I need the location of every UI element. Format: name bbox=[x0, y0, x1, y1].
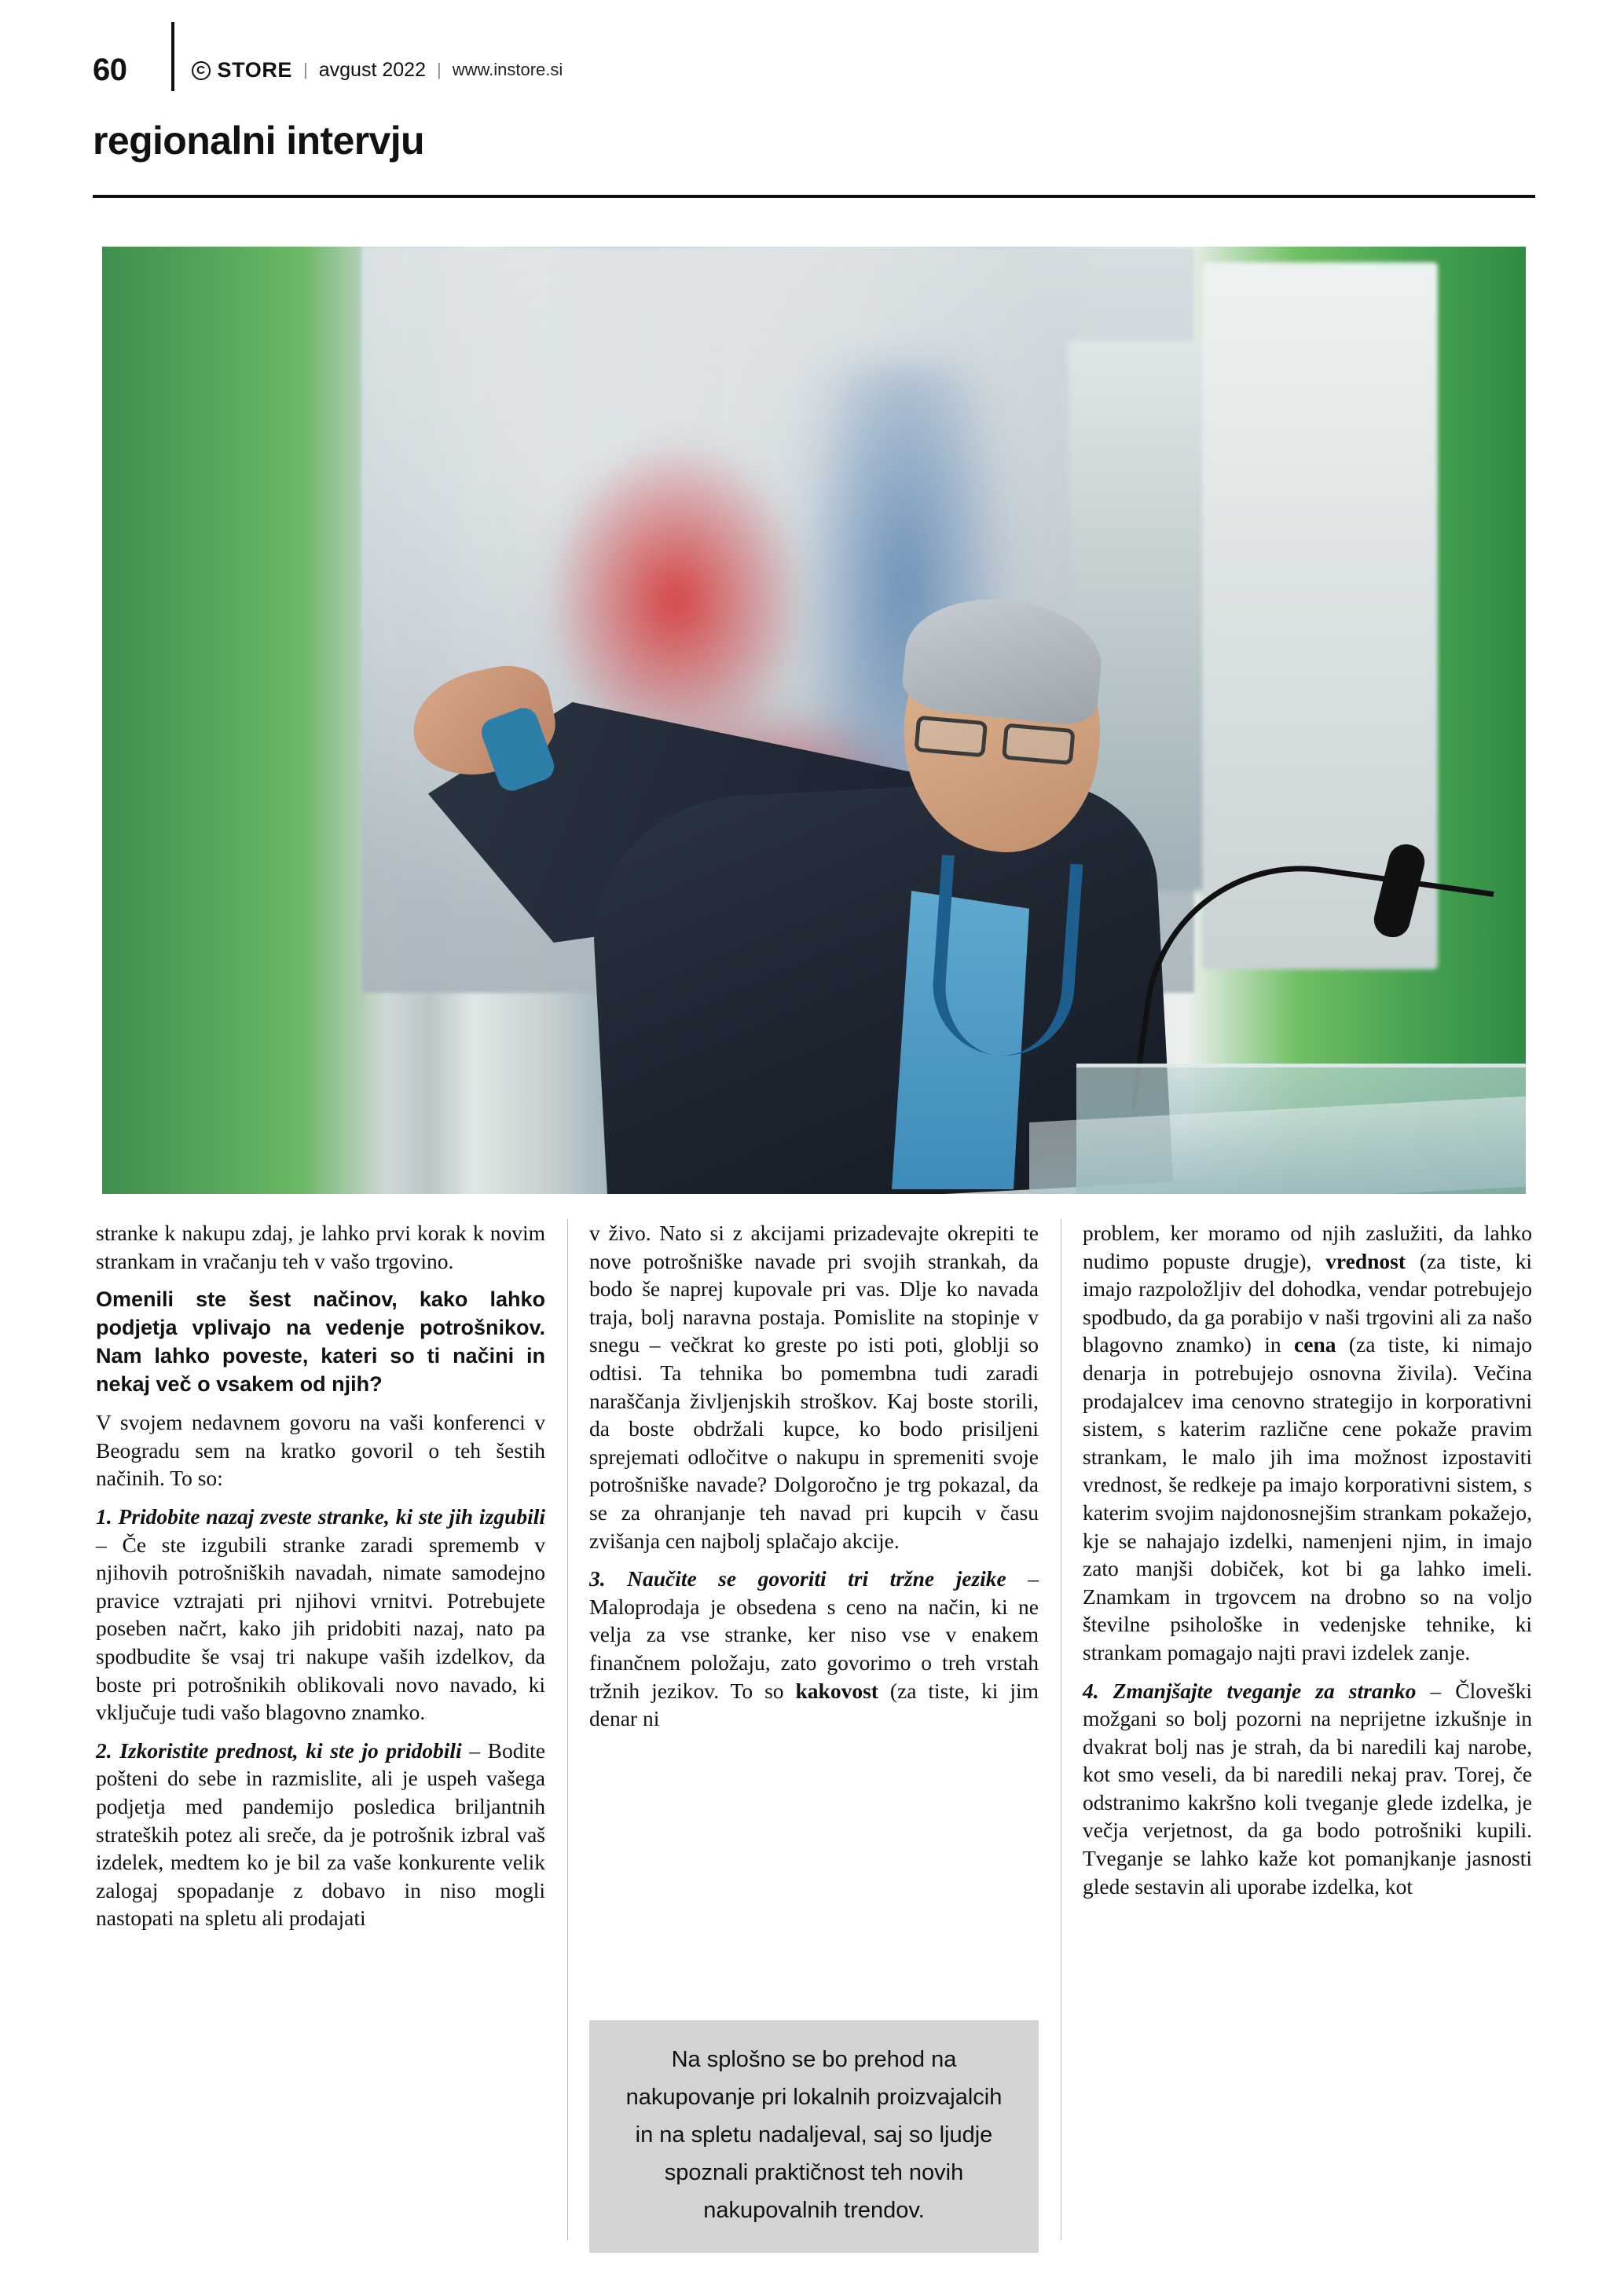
term-cena: cena bbox=[1294, 1332, 1336, 1357]
paragraph bbox=[1083, 1219, 1532, 1667]
numbered-point-3-text-after: (za tiste, ki jim denar ni bbox=[589, 1678, 1039, 1731]
article-body bbox=[96, 1219, 1532, 2240]
folio-row bbox=[93, 49, 563, 91]
numbered-point-3-text: – Maloprodaja je obsedena s ceno na način, ki ne velja za vse stranke, ker niso vse v enakem finančnem položaju, zato govorimo o treh vrstah tržnih jezikov. To so bbox=[589, 1566, 1039, 1703]
numbered-point-2-text: – Bodite pošteni do sebe in razmislite, ali je uspeh vašega podjetja med pandemijo posledica briljantnih strateških potez ali sreče, da je potrošnik izbral vaš izdelek, medtem ko je bil za vaše konkurente velik zalogaj spopadanje z dobavo in niso mogli nastopati na spletu ali prodajati bbox=[96, 1738, 545, 1931]
issue-date: avgust 2022 bbox=[318, 58, 426, 81]
numbered-point-2 bbox=[96, 1737, 545, 1932]
term-kakovost: kakovost bbox=[795, 1678, 878, 1703]
paragraph: V svojem nedavnem govoru na vaši konferenci v Beogradu sem na kratko govoril o teh šestih načinih. To so: bbox=[96, 1410, 545, 1491]
numbered-point-1-text: – Če ste izgubili stranke zaradi sprememb v njihovih potrošniških navadah, nimate samodejno pravice vztrajati pri njihovi vrnitvi. Potrebujete poseben načrt, kako jih pridobiti nazaj, nato pa spodbudite še vsaj tri nakupe vaših izdelkov, da boste pri potrošnikih oblikovali novo navado, ki vključuje tudi vašo blagovno znamko. bbox=[96, 1532, 545, 1725]
masthead bbox=[192, 58, 563, 82]
page-number: 60 bbox=[93, 53, 127, 87]
website-url: www.instore.si bbox=[452, 60, 563, 79]
paragraph: v živo. Nato si z akcijami prizadevajte okrepiti te nove potrošniške navade pri svojih strankah, da bodo še naprej kupovale pri vas. Dlje ko navada traja, bolj naravna postaja. Pomislite na stopinje v snegu – večkrat ko greste po isti poti, globlji so odtisi. Ta tehnika bo pomembna tudi zaradi naraščanja življenjskih stroškov. Kaj boste storili, da boste obdržali kupce, ko bodo prisiljeni sprejemati odločitve o nakupu in spremeniti svoje potrošniške navade? Dolgoročno je trg pokazal, da se za ohranjanje teh navad pri kupcih v času zvišanja cen najbolj splačajo akcije. bbox=[589, 1221, 1039, 1553]
section-title: regionalni intervju bbox=[93, 119, 424, 163]
numbered-point-2-lead: 2. Izkoristite prednost, ki ste jo pridobili bbox=[96, 1738, 462, 1763]
numbered-point-1-lead: 1. Pridobite nazaj zveste stranke, ki ste jih izgubili bbox=[96, 1503, 545, 1529]
numbered-point-1 bbox=[96, 1503, 545, 1727]
paragraph-part-2: (za tiste, ki imajo razpoložljiv del dohodka, vendar potrebujejo spodbudo, da ga porabijo v naši trgovini ali za našo blagovno znamko) in bbox=[1083, 1248, 1532, 1357]
numbered-point-4 bbox=[1083, 1677, 1532, 1901]
numbered-point-3-lead: 3. Naučite se govoriti tri tržne jezike bbox=[589, 1566, 1006, 1591]
masthead-separator-2: | bbox=[436, 60, 442, 79]
page-header bbox=[0, 0, 1624, 196]
pull-quote: Na splošno se bo prehod na nakupovanje pri lokalnih proizvajalcih in na spletu nadaljeval, saj so ljudje spoznali praktičnost teh novih nakupovalnih trendov. bbox=[589, 2020, 1039, 2253]
paragraph: stranke k nakupu zdaj, je lahko prvi korak k novim strankam in vračanju teh v vašo trgovino. bbox=[96, 1221, 545, 1273]
paragraph-part-1: problem, ker moramo od njih zaslužiti, da lahko nudimo popuste drugje), bbox=[1083, 1221, 1532, 1273]
folio-divider bbox=[171, 22, 174, 91]
interview-question: Omenili ste šest načinov, kako lahko podjetja vplivajo na vedenje potrošnikov. Nam lahko poveste, kateri so ti načini in nekaj več o vsakem od njih? bbox=[96, 1287, 545, 1397]
copyright-icon: C bbox=[192, 61, 211, 80]
column-divider-1 bbox=[567, 1219, 568, 2240]
article-column-1 bbox=[96, 1219, 545, 1943]
brand-name: STORE bbox=[217, 57, 293, 82]
article-column-3 bbox=[1083, 1219, 1532, 1910]
numbered-point-4-text: – Človeški možgani so bolj pozorni na neprijetne izkušnje in dvakrat bolj nas je strah, da bi naredili kaj narobe, kot smo veseli, da bi naredili nekaj prav. Torej, če odstranimo kakršno koli tveganje glede izdelka, je večja verjetnost, da ga bodo potrošniki kupili. Tveganje se lahko kaže kot pomanjkanje jasnosti glede sestavin ali uporabe izdelka, kot bbox=[1083, 1678, 1533, 1899]
numbered-point-3 bbox=[589, 1565, 1039, 1733]
numbered-point-4-lead: 4. Zmanjšajte tveganje za stranko bbox=[1083, 1678, 1417, 1703]
speaker-at-podium-photo bbox=[102, 247, 1526, 1194]
paragraph-part-3: (za tiste, ki nimajo denarja in potrebujejo osnovna živila). Večina prodajalcev ima cenovno strategijo in korporativni sistem, s katerim različne cene pokaže pravim strankam, le malo jih ima možnost izpostaviti vrednost, še redkeje pa imajo korporativni sistem, s katerim svojim najdonosnejšim strankam pokažejo, kje se nahajajo izdelki, namenjeni njim, in imajo zato manjši dobiček, kot bi ga lahko imeli. Znamkam in trgovcem na drobno so na voljo številne psihološke in vedenjske tehnike, ki strankam pomagajo najti pravi izdelek zanje. bbox=[1083, 1332, 1532, 1664]
masthead-separator-1: | bbox=[303, 60, 308, 79]
header-divider bbox=[93, 195, 1535, 198]
article-column-2 bbox=[589, 1219, 1039, 1743]
term-vrednost: vrednost bbox=[1325, 1248, 1406, 1273]
